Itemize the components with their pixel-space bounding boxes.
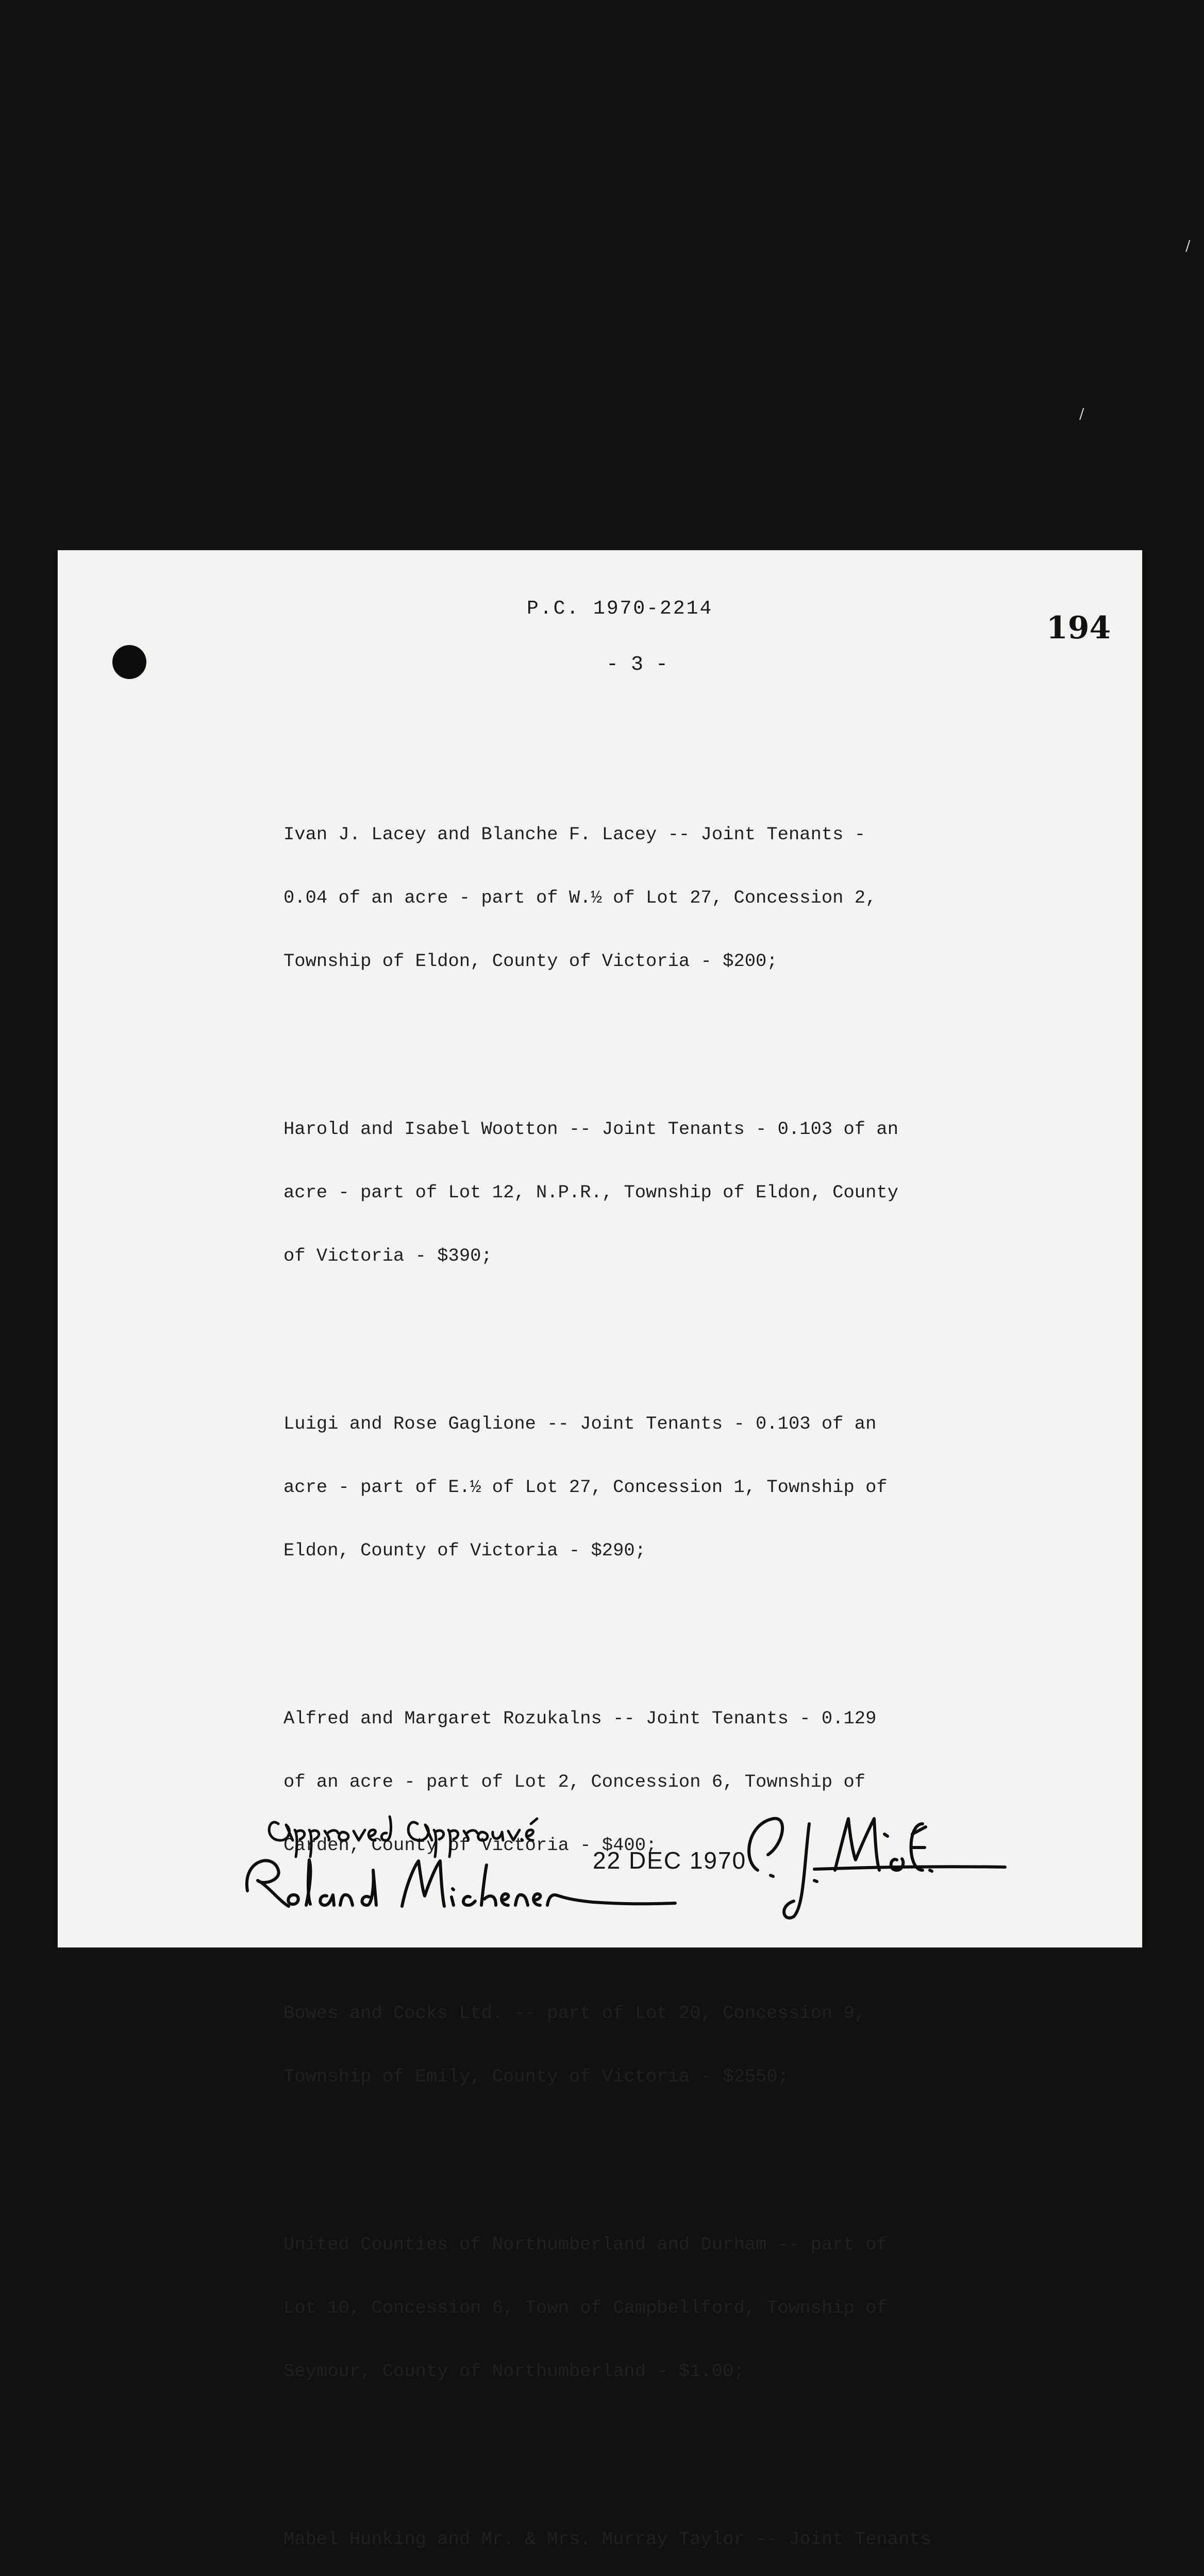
entry-line: of an acre - part of Lot 2, Concession 6, Township of — [283, 1771, 866, 1792]
entry-line: Harold and Isabel Wootton -- Joint Tenants - 0.103 of an — [283, 1118, 898, 1140]
entry-line: Alfred and Margaret Rozukalns -- Joint Tenants - 0.129 — [283, 1708, 877, 1729]
list-item — [283, 1076, 1005, 1309]
handwritten-approval — [269, 1817, 537, 1857]
entry-line: of Victoria - $390; — [283, 1245, 492, 1266]
entry-line: Carden, County of Victoria - $400; — [283, 1835, 657, 1856]
film-speck: / — [1079, 405, 1084, 422]
film-speck: / — [1185, 237, 1191, 254]
list-item — [283, 1960, 1005, 2129]
date-stamp: 22 DEC 1970 — [593, 1847, 747, 1874]
list-item — [283, 2192, 1005, 2424]
entry-line: Bowes and Cocks Ltd. -- part of Lot 20, Concession 9, — [283, 2003, 866, 2024]
entry-line: Eldon, County of Victoria - $290; — [283, 1540, 646, 1561]
list-item — [283, 2486, 1005, 2576]
entry-line: 0.04 of an acre - part of W.½ of Lot 27, Concession 2, — [283, 887, 877, 908]
entry-line: acre - part of Lot 12, N.P.R., Township of Eldon, County — [283, 1182, 898, 1203]
entry-line: Mabel Hunking and Mr. & Mrs. Murray Taylor -- Joint Tenants — [283, 2529, 931, 2550]
list-item — [283, 1371, 1005, 1603]
entry-line: Ivan J. Lacey and Blanche F. Lacey -- Joint Tenants - — [283, 824, 866, 845]
entry-line: Luigi and Rose Gaglione -- Joint Tenants - 0.103 of an — [283, 1413, 877, 1434]
order-reference: P.C. 1970-2214 — [527, 598, 713, 620]
list-item — [283, 782, 1005, 1014]
minister-signature — [749, 1819, 1005, 1918]
entry-line: United Counties of Northumberland and Durham -- part of — [283, 2234, 888, 2255]
page-label: - 3 - — [606, 653, 668, 676]
punch-hole — [112, 645, 146, 679]
entry-list — [283, 739, 1005, 2576]
folio-number: 194 — [1046, 610, 1111, 646]
entry-line: Seymour, County of Northumberland - $1.00; — [283, 2361, 745, 2382]
entry-line: acre - part of E.½ of Lot 27, Concession 1, Township of — [283, 1477, 888, 1498]
entry-line: Lot 10, Concession 6, Town of Campbellford, Township of — [283, 2297, 888, 2318]
entry-line: Township of Emily, County of Victoria - $2550; — [283, 2066, 789, 2087]
entry-line: Township of Eldon, County of Victoria - $200; — [283, 951, 778, 972]
